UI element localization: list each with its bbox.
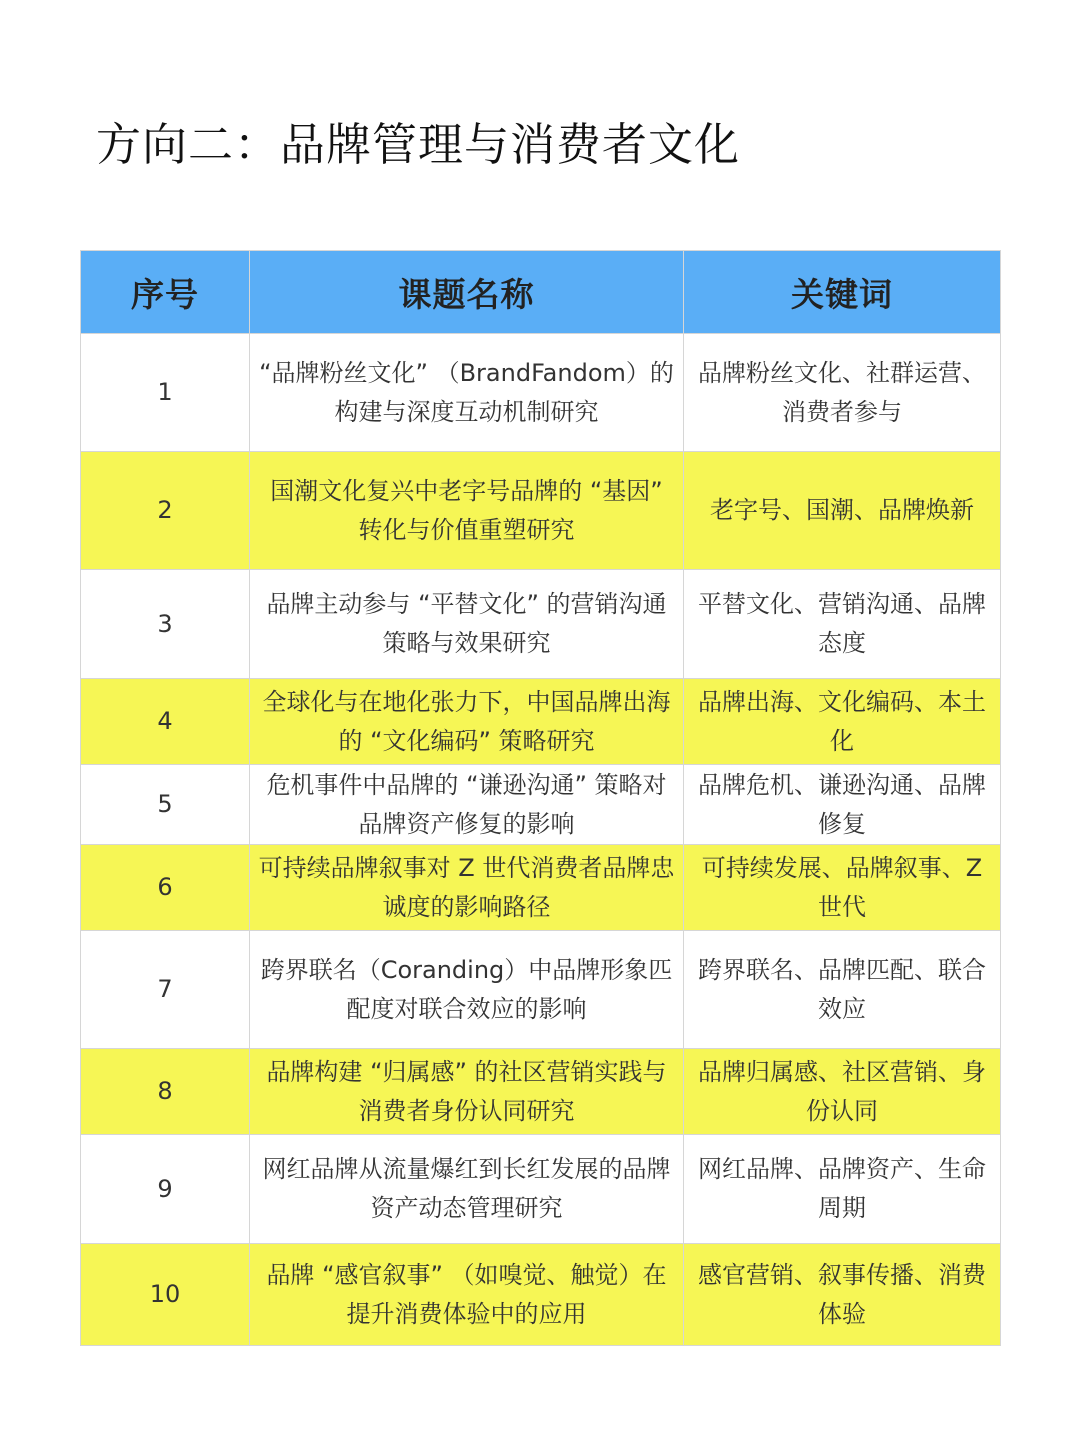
row-number: 5 bbox=[81, 765, 250, 845]
row-number: 10 bbox=[81, 1244, 250, 1346]
table-row bbox=[81, 570, 1001, 679]
row-title: 跨界联名（Coranding）中品牌形象匹配度对联合效应的影响 bbox=[250, 931, 684, 1049]
table-row bbox=[81, 931, 1001, 1049]
table-row bbox=[81, 1244, 1001, 1346]
row-number: 2 bbox=[81, 452, 250, 570]
header-keywords: 关键词 bbox=[684, 251, 1001, 334]
header-title: 课题名称 bbox=[250, 251, 684, 334]
topic-table bbox=[80, 250, 1001, 1346]
table-row bbox=[81, 452, 1001, 570]
row-number: 1 bbox=[81, 334, 250, 452]
row-number: 3 bbox=[81, 570, 250, 679]
table-row bbox=[81, 765, 1001, 845]
table-row bbox=[81, 845, 1001, 931]
row-keywords: 跨界联名、品牌匹配、联合效应 bbox=[684, 931, 1001, 1049]
table-row bbox=[81, 679, 1001, 765]
row-title: 国潮文化复兴中老字号品牌的 “基因” 转化与价值重塑研究 bbox=[250, 452, 684, 570]
table-header-row bbox=[81, 251, 1001, 334]
row-title: 全球化与在地化张力下，中国品牌出海的 “文化编码” 策略研究 bbox=[250, 679, 684, 765]
row-number: 9 bbox=[81, 1135, 250, 1244]
row-title: 品牌 “感官叙事” （如嗅觉、触觉）在提升消费体验中的应用 bbox=[250, 1244, 684, 1346]
row-title: 品牌构建 “归属感” 的社区营销实践与消费者身份认同研究 bbox=[250, 1049, 684, 1135]
table-row bbox=[81, 334, 1001, 452]
row-title: 危机事件中品牌的 “谦逊沟通” 策略对品牌资产修复的影响 bbox=[250, 765, 684, 845]
row-keywords: 品牌粉丝文化、社群运营、消费者参与 bbox=[684, 334, 1001, 452]
row-title: 品牌主动参与 “平替文化” 的营销沟通策略与效果研究 bbox=[250, 570, 684, 679]
row-keywords: 品牌危机、谦逊沟通、品牌修复 bbox=[684, 765, 1001, 845]
row-title: “品牌粉丝文化” （BrandFandom）的构建与深度互动机制研究 bbox=[250, 334, 684, 452]
row-number: 6 bbox=[81, 845, 250, 931]
row-number: 8 bbox=[81, 1049, 250, 1135]
row-keywords: 感官营销、叙事传播、消费体验 bbox=[684, 1244, 1001, 1346]
row-keywords: 平替文化、营销沟通、品牌态度 bbox=[684, 570, 1001, 679]
row-keywords: 老字号、国潮、品牌焕新 bbox=[684, 452, 1001, 570]
row-keywords: 品牌归属感、社区营销、身份认同 bbox=[684, 1049, 1001, 1135]
row-title: 可持续品牌叙事对 Z 世代消费者品牌忠诚度的影响路径 bbox=[250, 845, 684, 931]
row-number: 7 bbox=[81, 931, 250, 1049]
table-row bbox=[81, 1049, 1001, 1135]
row-keywords: 品牌出海、文化编码、本土化 bbox=[684, 679, 1001, 765]
header-number: 序号 bbox=[81, 251, 250, 334]
row-keywords: 可持续发展、品牌叙事、Z 世代 bbox=[684, 845, 1001, 931]
table-row bbox=[81, 1135, 1001, 1244]
page-title: 方向二：品牌管理与消费者文化 bbox=[96, 118, 741, 171]
row-keywords: 网红品牌、品牌资产、生命周期 bbox=[684, 1135, 1001, 1244]
row-title: 网红品牌从流量爆红到长红发展的品牌资产动态管理研究 bbox=[250, 1135, 684, 1244]
row-number: 4 bbox=[81, 679, 250, 765]
